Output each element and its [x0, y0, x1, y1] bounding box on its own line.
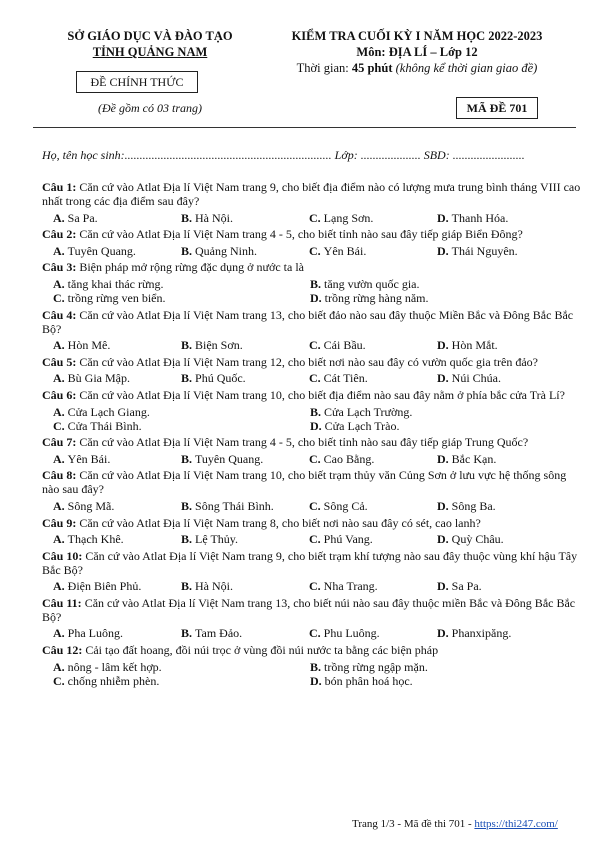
answer-option-b[interactable]: B. Phú Quốc.	[181, 371, 246, 386]
answer-option-a[interactable]: A. Yên Bái.	[53, 451, 111, 466]
answer-option-a[interactable]: A. nông - lâm kết hợp.	[53, 659, 162, 674]
department-name: SỞ GIÁO DỤC VÀ ĐÀO TẠO	[67, 29, 233, 43]
answer-option-c[interactable]: C. trồng rừng ven biển.	[53, 290, 166, 305]
footer-text: Trang 1/3 - Mã đề thi 701 -	[352, 818, 475, 830]
answer-option-d[interactable]: D. trồng rừng hàng năm.	[310, 290, 429, 305]
question-text: Căn cứ vào Atlat Địa lí Việt Nam trang 8, cho biết nơi nào sau đây có sét, cao lanh?	[76, 515, 481, 530]
answer-options	[42, 452, 582, 466]
subject-line: Môn: ĐỊA LÍ – Lớp 12	[356, 45, 478, 59]
question-number: Câu 7:	[42, 435, 77, 450]
student-info-line: Họ, tên học sinh:..................................................................... Lớp: .................... SBD: ........................	[42, 148, 525, 162]
answer-option-c[interactable]: C. Phú Vang.	[309, 532, 373, 547]
question-text: Căn cứ vào Atlat Địa lí Việt Nam trang 9, cho biết địa điểm nào có lượng mưa trung bình tháng VIII cao nhất trong các địa điểm sau đây?	[42, 180, 581, 208]
answer-options	[42, 211, 582, 225]
answer-option-c[interactable]: C. Cửa Thái Bình.	[53, 418, 142, 433]
subject-name: ĐỊA LÍ – Lớp 12	[388, 45, 478, 59]
question-number: Câu 2:	[42, 227, 77, 242]
answer-option-d[interactable]: D. Cửa Lạch Trào.	[310, 418, 400, 433]
answer-option-b[interactable]: B. tăng vườn quốc gia.	[310, 276, 420, 291]
question-4	[42, 308, 582, 336]
question-text: Cải tạo đất hoang, đồi núi trọc ở vùng đồi núi nước ta bằng các biện pháp	[82, 643, 439, 658]
answer-options	[42, 371, 582, 385]
question-number: Câu 12:	[42, 643, 83, 658]
answer-option-a[interactable]: A. Điện Biên Phủ.	[53, 579, 142, 594]
answer-option-d[interactable]: D. Bắc Kạn.	[437, 451, 497, 466]
answer-option-b[interactable]: B. Biện Sơn.	[181, 338, 243, 353]
question-number: Câu 1:	[42, 180, 77, 194]
question-5	[42, 355, 582, 369]
exam-code-box: MÃ ĐỀ 701	[456, 97, 538, 119]
answer-option-d[interactable]: D. Quỳ Châu.	[437, 532, 504, 547]
answer-options	[42, 338, 582, 352]
footer-link[interactable]: https://thi247.com/	[474, 818, 558, 830]
answer-option-d[interactable]: D. bón phân hoá học.	[310, 673, 413, 688]
answer-option-a[interactable]: A. Hòn Mê.	[53, 338, 111, 353]
answer-option-d[interactable]: D. Hòn Mắt.	[437, 338, 498, 353]
question-2	[42, 227, 582, 241]
answer-options	[42, 405, 582, 433]
question-3	[42, 260, 582, 274]
answer-option-d[interactable]: D. Sa Pa.	[437, 579, 482, 594]
answer-option-c[interactable]: C. Cái Bầu.	[309, 338, 366, 353]
question-text: Căn cứ vào Atlat Địa lí Việt Nam trang 12, cho biết nơi nào sau đây có vườn quốc gia trên đảo?	[76, 354, 538, 369]
answer-option-a[interactable]: A. Bù Gia Mập.	[53, 371, 130, 386]
answer-options	[42, 499, 582, 513]
answer-options	[42, 244, 582, 258]
answer-options	[42, 579, 582, 593]
time-line: Thời gian: 45 phút (không kể thời gian giao đề)	[296, 61, 538, 75]
answer-options	[42, 532, 582, 546]
answer-option-d[interactable]: D. Thái Nguyên.	[437, 243, 518, 258]
question-6	[42, 388, 582, 402]
answer-option-a[interactable]: A. Pha Luông.	[53, 626, 124, 641]
answer-option-c[interactable]: C. Nha Trang.	[309, 579, 378, 594]
question-text: Căn cứ vào Atlat Địa lí Việt Nam trang 13, cho biết đảo nào sau đây thuộc Miền Bắc và Đông Bắc Bắc Bộ?	[42, 307, 574, 336]
question-text: Căn cứ vào Atlat Địa lí Việt Nam trang 4 - 5, cho biết tỉnh nào sau đây tiếp giáp Biển Đông?	[76, 227, 523, 242]
answer-option-b[interactable]: B. Cửa Lạch Trường.	[310, 404, 413, 419]
answer-option-c[interactable]: C. Phu Luông.	[309, 626, 380, 641]
time-note: (không kể thời gian giao đề)	[395, 61, 538, 75]
answer-option-a[interactable]: A. Tuyên Quang.	[53, 243, 136, 258]
answer-option-d[interactable]: D. Phanxipăng.	[437, 626, 512, 641]
question-12	[42, 643, 582, 657]
page-count-note: (Đề gồm có 03 trang)	[98, 101, 202, 115]
page-footer	[352, 818, 558, 830]
answer-option-b[interactable]: B. Hà Nội.	[181, 210, 234, 225]
question-text: Căn cứ vào Atlat Địa lí Việt Nam trang 4 - 5, cho biết tỉnh nào sau đây tiếp giáp Trung Quốc?	[76, 435, 529, 450]
question-9	[42, 516, 582, 530]
answer-options	[42, 277, 582, 305]
answer-option-b[interactable]: B. Hà Nội.	[181, 579, 234, 594]
answer-option-b[interactable]: B. trồng rừng ngập mặn.	[310, 659, 428, 674]
answer-option-a[interactable]: A. Thạch Khê.	[53, 532, 124, 547]
answer-option-a[interactable]: A. Sông Mã.	[53, 498, 115, 513]
question-number: Câu 9:	[42, 515, 77, 530]
time-value: 45 phút	[351, 61, 393, 75]
question-text: Căn cứ vào Atlat Địa lí Việt Nam trang 13, cho biết núi nào sau đây thuộc miền Bắc và Đông Bắc Bắc Bộ?	[42, 595, 576, 624]
answer-option-c[interactable]: C. chống nhiễm phèn.	[53, 673, 160, 688]
question-text: Căn cứ vào Atlat Địa lí Việt Nam trang 10, cho biết địa điểm nào sau đây nằm ở phía bắc cửa Trà Lí?	[76, 387, 565, 402]
question-number: Câu 3:	[42, 260, 77, 275]
answer-option-d[interactable]: D. Thanh Hóa.	[437, 210, 509, 225]
answer-options	[42, 626, 582, 640]
answer-option-d[interactable]: D. Núi Chúa.	[437, 371, 502, 386]
question-number: Câu 10:	[42, 548, 83, 563]
question-text: Căn cứ vào Atlat Địa lí Việt Nam trang 9, cho biết trạm khí tượng nào sau đây thuộc vùng khí hậu Tây Bắc Bộ?	[42, 548, 578, 577]
answer-option-b[interactable]: B. Quảng Ninh.	[181, 243, 258, 258]
answer-option-c[interactable]: C. Lạng Sơn.	[309, 210, 374, 225]
department-header	[40, 28, 260, 60]
answer-options	[42, 660, 582, 688]
question-10	[42, 549, 582, 577]
answer-option-b[interactable]: B. Lệ Thủy.	[181, 532, 239, 547]
question-8	[42, 468, 582, 496]
answer-option-a[interactable]: A. tăng khai thác rừng.	[53, 276, 164, 291]
question-list	[42, 180, 582, 690]
answer-option-c[interactable]: C. Cao Bằng.	[309, 451, 375, 466]
exam-header	[262, 28, 572, 76]
question-number: Câu 4:	[42, 307, 77, 322]
question-number: Câu 5:	[42, 354, 77, 369]
question-text: Biện pháp mở rộng rừng đặc dụng ở nước ta là	[76, 260, 305, 275]
answer-option-a[interactable]: A. Cửa Lạch Giang.	[53, 404, 150, 419]
question-number: Câu 11:	[42, 595, 82, 610]
answer-option-d[interactable]: D. Sông Ba.	[437, 498, 496, 513]
official-label: ĐỀ CHÍNH THỨC	[76, 71, 198, 93]
question-number: Câu 8:	[42, 468, 77, 483]
province-name: TỈNH QUẢNG NAM	[92, 45, 208, 59]
question-7	[42, 435, 582, 449]
question-text: Căn cứ vào Atlat Địa lí Việt Nam trang 10, cho biết trạm thủy văn Củng Sơn ở lưu vực hệ thống sông nào sau đây?	[42, 468, 567, 497]
question-number: Câu 6:	[42, 387, 77, 402]
answer-option-b[interactable]: B. Sông Thái Bình.	[181, 498, 274, 513]
answer-option-b[interactable]: B. Tuyên Quang.	[181, 451, 264, 466]
exam-title: KIỂM TRA CUỐI KỲ I NĂM HỌC 2022-2023	[291, 29, 543, 43]
question-1	[42, 180, 582, 208]
header-divider	[33, 127, 576, 128]
answer-option-c[interactable]: C. Yên Bái.	[309, 243, 367, 258]
answer-option-c[interactable]: C. Cát Tiên.	[309, 371, 368, 386]
answer-option-b[interactable]: B. Tam Đảo.	[181, 626, 243, 641]
answer-option-c[interactable]: C. Sông Cả.	[309, 498, 368, 513]
question-11	[42, 596, 582, 624]
answer-option-a[interactable]: A. Sa Pa.	[53, 210, 98, 225]
